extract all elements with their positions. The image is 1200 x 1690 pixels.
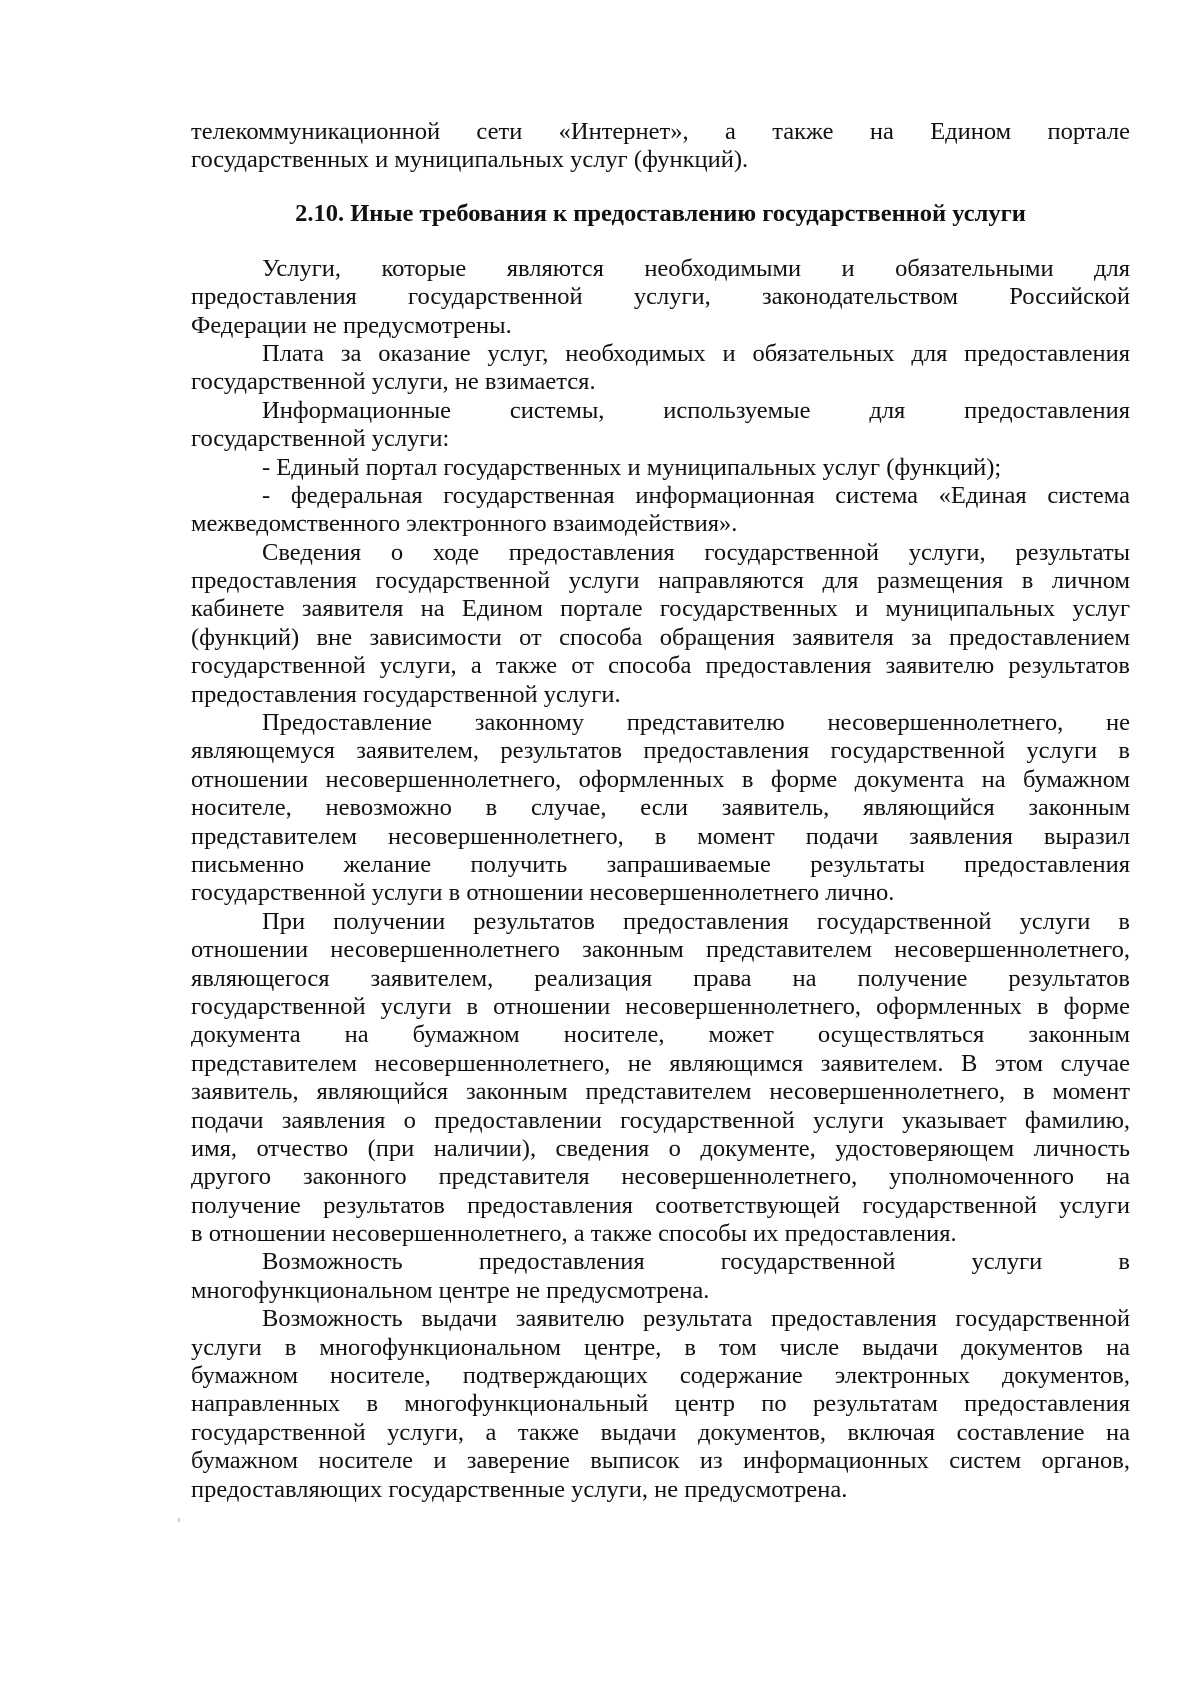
text-line: При получении результатов предоставления государственной услуги в xyxy=(262,907,1130,935)
text-line: отношении несовершеннолетнего законным представителем несовершеннолетнего, xyxy=(191,936,1130,964)
text-line: кабинете заявителя на Едином портале государственных и муниципальных услуг xyxy=(191,595,1130,623)
document-page xyxy=(191,118,1130,1504)
paragraph xyxy=(191,255,1130,340)
text-line: носителе, невозможно в случае, если заявитель, являющийся законным xyxy=(191,794,1130,822)
intro-paragraph xyxy=(191,118,1130,175)
text-line: другого законного представителя несовершеннолетнего, уполномоченного на xyxy=(191,1163,1130,1191)
paragraph xyxy=(191,397,1130,454)
text-line: государственной услуги, не взимается. xyxy=(191,368,596,396)
text-line: предоставляющих государственные услуги, не предусмотрена. xyxy=(191,1475,848,1503)
text-line: государственной услуги в отношении несовершеннолетнего лично. xyxy=(191,879,895,907)
text-line: (функций) вне зависимости от способа обращения заявителя за предоставлением xyxy=(191,623,1130,651)
text-line: Плата за оказание услуг, необходимых и обязательных для предоставления xyxy=(262,339,1130,367)
paragraph xyxy=(191,1305,1130,1504)
text-line: - федеральная государственная информационная система «Единая система xyxy=(262,481,1130,509)
text-line: государственных и муниципальных услуг (функций). xyxy=(191,146,749,174)
text-line: Информационные системы, используемые для предоставления xyxy=(262,396,1130,424)
text-line: подачи заявления о предоставлении государственной услуги указывает фамилию, xyxy=(191,1106,1130,1134)
text-line: телекоммуникационной сети «Интернет», а также на Едином портале xyxy=(191,118,1130,145)
text-line: предоставления государственной услуги, законодательством Российской xyxy=(191,283,1130,311)
text-line: межведомственного электронного взаимодействия». xyxy=(191,510,738,538)
paragraph xyxy=(191,539,1130,709)
list-item xyxy=(191,454,1130,482)
paragraph xyxy=(191,340,1130,397)
text-line: представителем несовершеннолетнего, не являющимся заявителем. В этом случае xyxy=(191,1049,1130,1077)
text-line: получение результатов предоставления соответствующей государственной услуги xyxy=(191,1191,1130,1219)
scan-artifact xyxy=(178,1518,180,1522)
text-line: бумажном носителе, подтверждающих содержание электронных документов, xyxy=(191,1362,1130,1390)
list-item xyxy=(191,482,1130,539)
text-line: являющегося заявителем, реализация права на получение результатов xyxy=(191,964,1130,992)
section-heading: 2.10. Иные требования к предоставлению государственной услуги xyxy=(295,199,1026,227)
paragraph xyxy=(191,908,1130,1249)
text-line: заявитель, являющийся законным представителем несовершеннолетнего, в момент xyxy=(191,1078,1130,1106)
paragraph xyxy=(191,709,1130,908)
text-line: отношении несовершеннолетнего, оформленных в форме документа на бумажном xyxy=(191,765,1130,793)
text-line: государственной услуги: xyxy=(191,425,450,453)
text-line: Возможность предоставления государственной услуги в xyxy=(262,1248,1130,1276)
text-line: бумажном носителе и заверение выписок из информационных систем органов, xyxy=(191,1447,1130,1475)
text-line: имя, отчество (при наличии), сведения о документе, удостоверяющем личность xyxy=(191,1134,1130,1162)
text-line: Предоставление законному представителю несовершеннолетнего, не xyxy=(262,709,1130,737)
text-line: представителем несовершеннолетнего, в момент подачи заявления выразил xyxy=(191,822,1130,850)
text-line: в отношении несовершеннолетнего, а также способы их предоставления. xyxy=(191,1220,957,1248)
text-line: направленных в многофункциональный центр по результатам предоставления xyxy=(191,1390,1130,1418)
text-line: государственной услуги, а также от способа предоставления заявителю результатов xyxy=(191,652,1130,680)
text-line: письменно желание получить запрашиваемые результаты предоставления xyxy=(191,850,1130,878)
text-line: - Единый портал государственных и муниципальных услуг (функций); xyxy=(262,453,1002,481)
paragraph xyxy=(191,1248,1130,1305)
text-line: документа на бумажном носителе, может осуществляться законным xyxy=(191,1021,1130,1049)
text-line: государственной услуги, а также выдачи документов, включая составление на xyxy=(191,1418,1130,1446)
text-line: Услуги, которые являются необходимыми и обязательными для xyxy=(262,254,1130,282)
text-line: Сведения о ходе предоставления государственной услуги, результаты xyxy=(262,538,1130,566)
text-line: являющемуся заявителем, результатов предоставления государственной услуги в xyxy=(191,737,1130,765)
text-line: услуги в многофункциональном центре, в том числе выдачи документов на xyxy=(191,1333,1130,1361)
text-line: предоставления государственной услуги направляются для размещения в личном xyxy=(191,567,1130,595)
text-line: многофункциональном центре не предусмотрена. xyxy=(191,1276,710,1304)
text-line: предоставления государственной услуги. xyxy=(191,680,621,708)
text-line: государственной услуги в отношении несовершеннолетнего, оформленных в форме xyxy=(191,992,1130,1020)
text-line: Возможность выдачи заявителю результата предоставления государственной xyxy=(262,1305,1130,1333)
text-line: Федерации не предусмотрены. xyxy=(191,311,512,339)
